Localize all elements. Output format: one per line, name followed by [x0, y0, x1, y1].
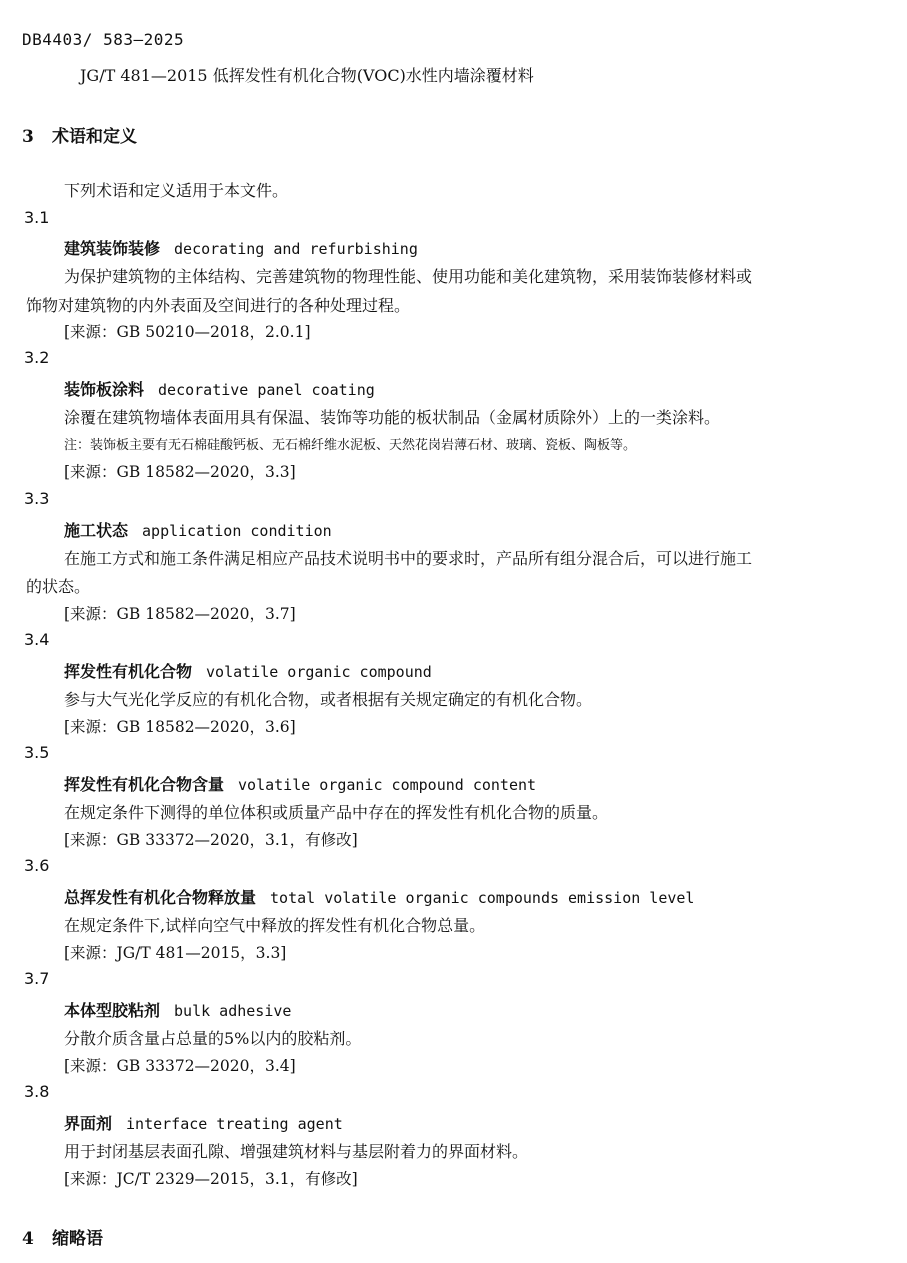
term-english: volatile organic compound content [238, 776, 537, 794]
term-chinese: 施工状态 [64, 521, 129, 540]
term-title [64, 998, 291, 1021]
term-title [64, 518, 332, 541]
term-definition: 在施工方式和施工条件满足相应产品技术说明书中的要求时，产品所有组分混合后，可以进行施工 [64, 549, 753, 568]
term-number: 3.2 [24, 348, 50, 367]
term-source: [来源：GB 50210—2018，2.0.1] [64, 323, 311, 341]
term-chinese: 界面剂 [64, 1114, 113, 1133]
section-number: 3 [22, 127, 34, 147]
term-chinese: 建筑装饰装修 [64, 239, 161, 258]
term-english: total volatile organic compounds emission level [270, 889, 695, 907]
term-definition-continued: 饰物对建筑物的内外表面及空间进行的各种处理过程。 [26, 296, 411, 315]
term-number: 3.7 [24, 969, 50, 988]
term-title [64, 772, 536, 795]
term-source: [来源：GB 18582—2020，3.3] [64, 463, 296, 481]
section-intro: 下列术语和定义适用于本文件。 [64, 181, 289, 200]
term-english: volatile organic compound [206, 663, 432, 681]
term-number: 3.8 [24, 1082, 50, 1101]
term-chinese: 挥发性有机化合物 [64, 662, 193, 681]
section-4-heading [22, 1224, 103, 1249]
term-definition: 分散介质含量占总量的5%以内的胶粘剂。 [64, 1029, 362, 1048]
term-definition: 为保护建筑物的主体结构、完善建筑物的物理性能、使用功能和美化建筑物，采用装饰装修材料或 [64, 267, 753, 286]
term-chinese: 挥发性有机化合物含量 [64, 775, 225, 794]
term-source: [来源：GB 33372—2020，3.1，有修改] [64, 831, 358, 849]
section-title: 术语和定义 [52, 127, 137, 147]
term-chinese: 装饰板涂料 [64, 380, 145, 399]
term-chinese: 本体型胶粘剂 [64, 1001, 161, 1020]
term-source: [来源：GB 18582—2020，3.7] [64, 605, 296, 623]
term-title [64, 236, 418, 259]
term-english: application condition [142, 522, 332, 540]
term-number: 3.5 [24, 743, 50, 762]
term-title [64, 885, 694, 908]
term-note: 注：装饰板主要有无石棉硅酸钙板、无石棉纤维水泥板、天然花岗岩薄石材、玻璃、瓷板、陶板等。 [64, 438, 637, 453]
term-definition: 在规定条件下,试样向空气中释放的挥发性有机化合物总量。 [64, 916, 486, 935]
term-source: [来源：GB 33372—2020，3.4] [64, 1057, 296, 1075]
section-number: 4 [22, 1229, 34, 1249]
term-english: interface treating agent [126, 1115, 343, 1133]
standard-number: DB4403/ 583—2025 [22, 30, 185, 49]
term-title [64, 377, 375, 400]
term-definition-continued: 的状态。 [26, 577, 91, 596]
term-source: [来源：JG/T 481—2015，3.3] [64, 944, 287, 962]
term-source: [来源：GB 18582—2020，3.6] [64, 718, 296, 736]
term-number: 3.6 [24, 856, 50, 875]
term-definition: 在规定条件下测得的单位体积或质量产品中存在的挥发性有机化合物的质量。 [64, 803, 609, 822]
term-definition: 参与大气光化学反应的有机化合物，或者根据有关规定确定的有机化合物。 [64, 690, 593, 709]
term-definition: 用于封闭基层表面孔隙、增强建筑材料与基层附着力的界面材料。 [64, 1142, 529, 1161]
section-title: 缩略语 [52, 1229, 103, 1249]
term-english: bulk adhesive [174, 1002, 292, 1020]
term-source: [来源：JC/T 2329—2015，3.1，有修改] [64, 1170, 358, 1188]
term-english: decorative panel coating [158, 381, 375, 399]
term-number: 3.4 [24, 630, 50, 649]
term-number: 3.1 [24, 208, 50, 227]
term-number: 3.3 [24, 489, 50, 508]
section-3-heading [22, 122, 137, 147]
term-english: decorating and refurbishing [174, 240, 418, 258]
term-chinese: 总挥发性有机化合物释放量 [64, 888, 257, 907]
term-title [64, 659, 432, 682]
term-definition: 涂覆在建筑物墙体表面用具有保温、装饰等功能的板状制品（金属材质除外）上的一类涂料。 [64, 408, 721, 427]
term-title [64, 1111, 343, 1134]
normative-reference: JG/T 481—2015 低挥发性有机化合物(VOC)水性内墙涂覆材料 [80, 66, 534, 85]
